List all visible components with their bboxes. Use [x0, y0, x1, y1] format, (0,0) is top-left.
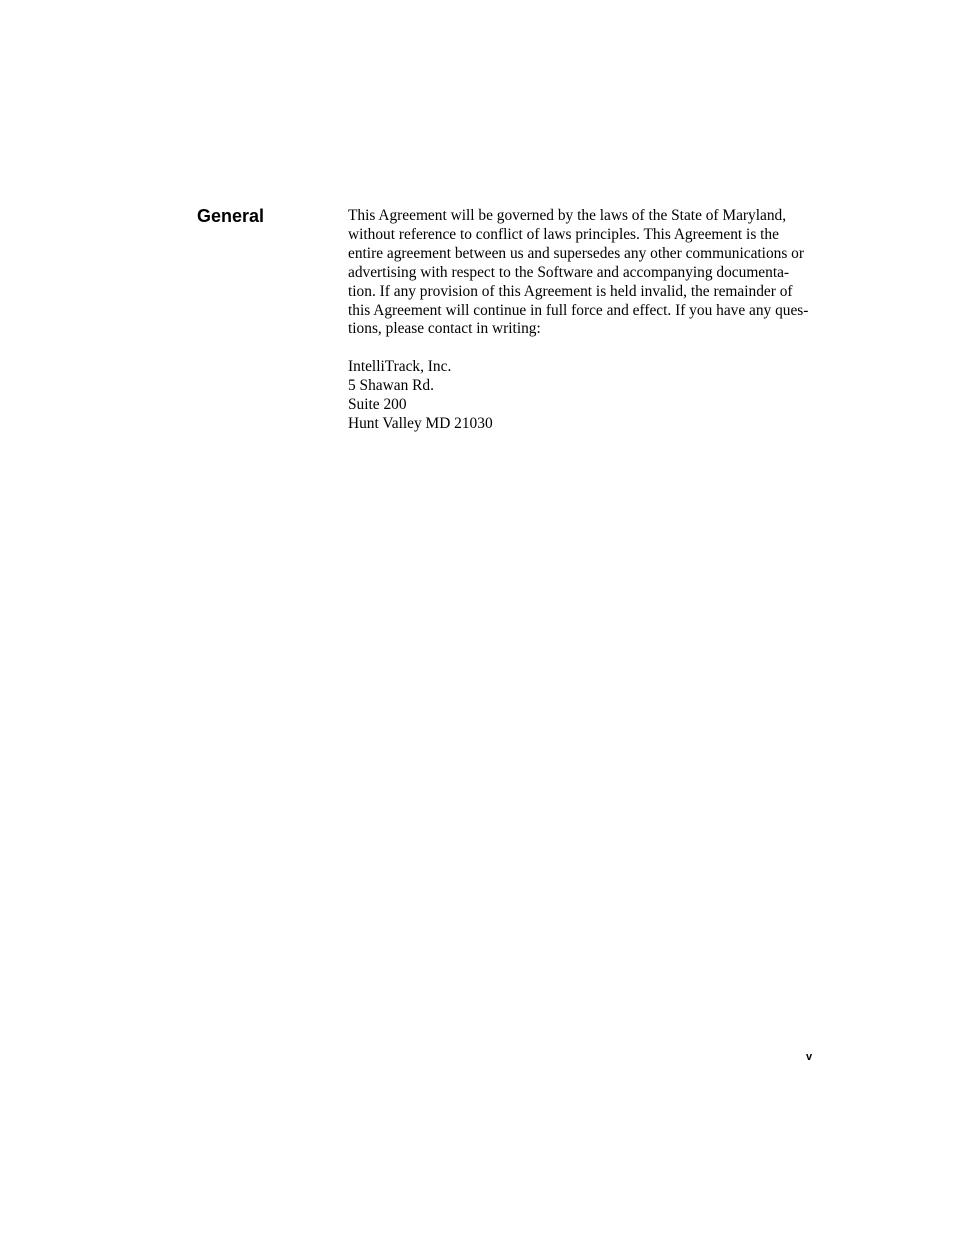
section-body	[348, 207, 818, 433]
agreement-paragraph	[348, 207, 818, 339]
paragraph-line: tion. If any provision of this Agreement is held invalid, the remainder of	[348, 282, 793, 300]
paragraph-line: advertising with respect to the Software and accompanying documenta-	[348, 263, 790, 281]
paragraph-line: entire agreement between us and supersedes any other communications or	[348, 244, 805, 262]
page-number: v	[806, 1051, 813, 1063]
city-state-zip: Hunt Valley MD 21030	[348, 414, 493, 432]
section-heading: General	[197, 206, 265, 226]
paragraph-line: without reference to conflict of laws principles. This Agreement is the	[348, 225, 779, 243]
suite-number: Suite 200	[348, 395, 407, 413]
paragraph-line: This Agreement will be governed by the laws of the State of Maryland,	[348, 207, 787, 224]
paragraph-line: tions, please contact in writing:	[348, 320, 541, 338]
street-address: 5 Shawan Rd.	[348, 376, 434, 394]
paragraph-line: this Agreement will continue in full force and effect. If you have any ques-	[348, 301, 809, 319]
contact-address	[348, 358, 818, 434]
company-name: IntelliTrack, Inc.	[348, 357, 452, 375]
